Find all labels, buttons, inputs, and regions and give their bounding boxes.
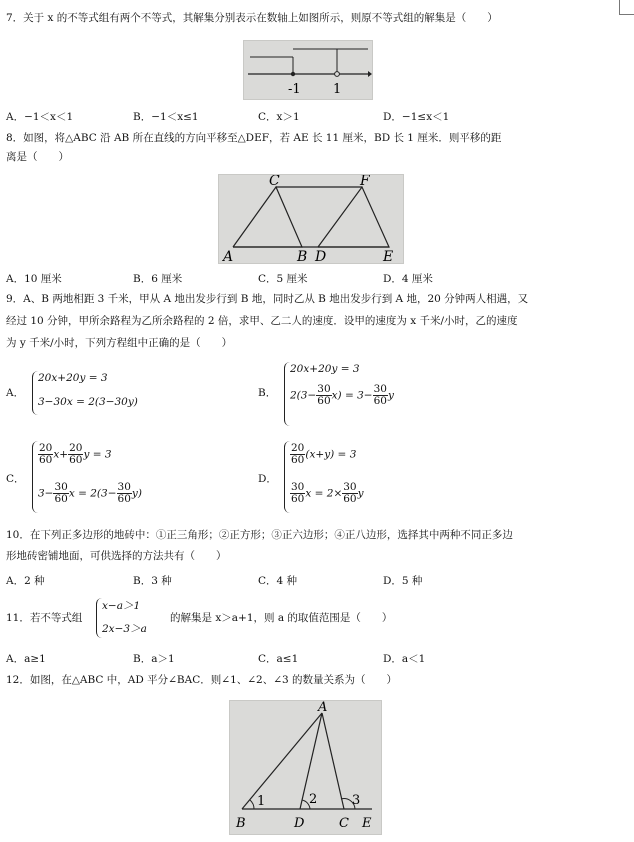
q9-stem-line2: 经过 10 分钟，甲所余路程为乙所余路程的 2 倍，求甲、乙二人的速度．设甲的速度为 x 千米/小时，乙的速度 [6,315,518,327]
q8-stem-line1: 8．如图，将△ABC 沿 AB 所在直线的方向平移至△DEF，若 AE 长 11 厘米，BD 长 1 厘米．则平移的距 [6,132,502,144]
q7-label-1: 1 [333,82,342,97]
q9-label-b: B． [258,387,277,399]
q10-option-c: C．4 种 [258,575,298,587]
q7-option-c: C．x＞1 [258,111,300,123]
q9-d-eq1: $\frac{20}{60}$ (x+y) = 3 [291,442,357,466]
q9-c-eq1: $\frac{20}{60}$ x+ $\frac{20}{60}$ y = 3 [39,442,112,466]
q9-b-eq1: 20x+20y = 3 [290,363,360,375]
svg-text:D: D [315,249,327,263]
q11-option-a: A．a≥1 [6,653,46,665]
svg-text:E: E [362,816,372,831]
svg-text:F: F [360,175,370,189]
q9-c-eq2: 3− $\frac{30}{60}$ x = 2(3− $\frac{30}{60}$ y) [38,481,142,505]
q8-stem-line2: 离是（ ） [6,151,69,163]
q11-option-c: C．a≤1 [258,653,299,665]
svg-text:D: D [294,816,305,831]
q11-option-d: D．a＜1 [383,653,426,665]
q9-stem-line1: 9．A、B 两地相距 3 千米，甲从 A 地出发步行到 B 地，同时乙从 B 地出发步行到 A 地，20 分钟两人相遇，又 [6,293,529,305]
svg-text:A: A [223,249,234,263]
q9-a-eq2: 3−30x = 2(3−30y) [38,396,138,408]
svg-text:1: 1 [257,794,266,809]
svg-text:3: 3 [352,793,361,808]
q7-number-line-figure [243,40,373,100]
q8-option-a: A．10 厘米 [6,273,62,285]
q9-a-eq1: 20x+20y = 3 [38,372,108,384]
q9-label-c: C． [6,473,25,485]
q8-option-c: C．5 厘米 [258,273,308,285]
q12-stem: 12．如图，在△ABC 中，AD 平分∠BAC．则∠1、∠2、∠3 的数量关系为（ ） [6,674,398,686]
page-corner-mark [619,0,634,15]
q10-option-b: B．3 种 [133,575,172,587]
svg-text:2: 2 [309,792,318,807]
q7-label-minus1: -1 [288,82,301,97]
q8-translation-figure [218,174,404,264]
q9-stem-line3: 为 y 千米/小时，下列方程组中正确的是（ ） [6,337,233,349]
q9-label-d: D． [258,473,277,485]
q7-option-d: D．−1≤x＜1 [383,111,450,123]
q9-b-eq2: 2(3− $\frac{30}{60}$ x) = 3− $\frac{30}{60}$ y [290,383,394,407]
svg-text:E: E [383,249,394,263]
q11-option-b: B．a＞1 [133,653,175,665]
q11-suffix: 的解集是 x＞a+1，则 a 的取值范围是（ ） [170,612,393,624]
svg-text:C: C [269,175,280,189]
q10-option-d: D．5 种 [383,575,423,587]
q7-option-a: A．−1＜x＜1 [6,111,74,123]
q8-option-b: B．6 厘米 [133,273,183,285]
q8-option-d: D．4 厘米 [383,273,433,285]
q7-option-b: B．−1＜x≤1 [133,111,199,123]
svg-text:C: C [339,816,349,831]
q11-eq2: 2x−3＞a [102,623,147,635]
q11-prefix: 11．若不等式组 [6,612,83,624]
q9-d-eq2: $\frac{30}{60}$ x = 2× $\frac{30}{60}$ y [291,481,364,505]
q11-eq1: x−a＞1 [102,600,141,612]
svg-text:B: B [236,816,246,831]
q10-stem-line2: 形地砖密铺地面，可供选择的方法共有（ ） [6,550,227,562]
q9-label-a: A． [6,387,25,399]
svg-text:A: A [318,701,328,715]
svg-text:B: B [297,249,308,263]
q10-option-a: A．2 种 [6,575,45,587]
q12-triangle-figure [229,700,382,835]
q10-stem-line1: 10．在下列正多边形的地砖中：①正三角形；②正方形；③正六边形；④正八边形，选择其中两种不同正多边 [6,529,513,541]
q7-stem: 7．关于 x 的不等式组有两个不等式，其解集分别表示在数轴上如图所示，则原不等式组的解集是（ ） [6,12,498,24]
